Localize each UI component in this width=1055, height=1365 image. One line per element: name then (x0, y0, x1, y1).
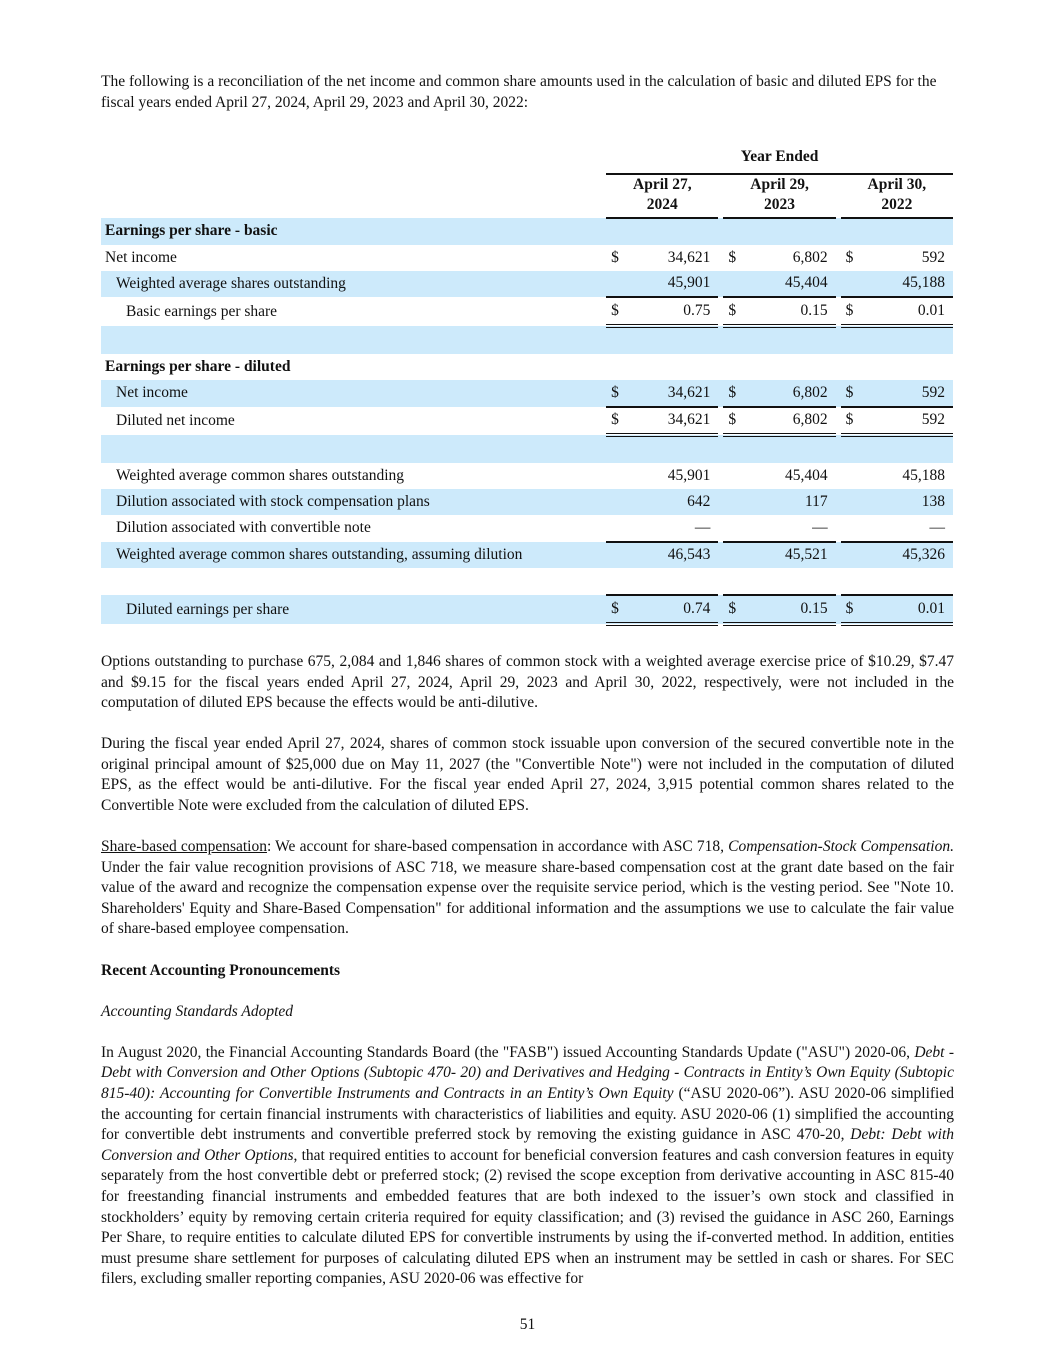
table-row: Dilution associated with convertible note — — — (101, 515, 953, 542)
notes-body (101, 652, 954, 1290)
row-label: Weighted average common shares outstanding, assuming dilution (101, 542, 606, 569)
convertible-note-paragraph: During the fiscal year ended April 27, 2024, shares of common stock issuable upon conversion of the secured convertible note in the original principal amount of $25,000 due on May 11, 2027 (the "Convertible Note") were not included in the computation of diluted EPS, as the effect would be anti-dilutive. For the fiscal year ended April 27, 2024, 3,915 potential common shares related to the Convertible Note were excluded from the calculation of diluted EPS. (101, 735, 954, 814)
section-diluted-title-row (101, 354, 953, 380)
spacer-row (101, 435, 953, 463)
table-row: Basic earnings per share $ 0.75 $ 0.15 $ 0.01 (101, 297, 953, 326)
row-label: Weighted average shares outstanding (101, 271, 606, 298)
section-heading: Recent Accounting Pronouncements (101, 961, 341, 979)
section-subheading: Accounting Standards Adopted (101, 1002, 294, 1020)
page-number: 51 (519, 1316, 536, 1333)
row-label: Diluted net income (116, 411, 235, 429)
table-row: Dilution associated with stock compensation plans 642 117 138 (101, 489, 953, 515)
share-based-compensation-paragraph: Share-based compensation: We account for share-based compensation in accordance with ASC 718, Compensation-Stock Compensation. Under the fair value recognition provisions of ASC 718, we measure share-based compensation cost at the grant date based on the fair value of the award and recognize the compensation expense over the requisite service period, which is the vesting period. See "Note 10. Shareholders' Equity and Share-Based Compensation" for additional information and the assumptions we use to calculate the fair value of share-based employee compensation. (101, 838, 954, 938)
column-header-2023: April 29, 2023 (723, 174, 835, 218)
column-header-2024: April 27, 2024 (606, 174, 718, 218)
eps-reconciliation-table (101, 144, 953, 626)
table-row: Diluted earnings per share $ 0.74 $ 0.15 $ 0.01 (101, 595, 953, 624)
table-row: Weighted average common shares outstanding, assuming dilution 46,543 45,521 45,326 (101, 542, 953, 569)
section-basic-title-row (101, 218, 953, 245)
intro-paragraph: The following is a reconciliation of the net income and common share amounts used in the calculation of basic and diluted EPS for the fiscal years ended April 27, 2024, April 29, 2023 and April 30, 2022: (101, 73, 937, 111)
row-label: Net income (101, 380, 606, 407)
row-label: Dilution associated with convertible note (116, 519, 371, 537)
row-label: Basic earnings per share (126, 302, 278, 320)
header-dates-row (101, 174, 953, 218)
header-year-ended: Year Ended (606, 144, 953, 174)
row-label: Diluted earnings per share (101, 595, 606, 624)
section-title: Earnings per share - diluted (105, 357, 291, 375)
table-row: Net income $ 34,621 $ 6,802 $ 592 (101, 380, 953, 407)
share-based-compensation-term: Share-based compensation (101, 838, 267, 856)
spacer-row (101, 568, 953, 595)
document-page (101, 72, 954, 1310)
row-label: Net income (105, 248, 177, 266)
header-year-ended-row (101, 144, 953, 174)
table-row: Diluted net income $ 34,621 $ 6,802 $ 592 (101, 407, 953, 436)
options-paragraph: Options outstanding to purchase 675, 2,084 and 1,846 shares of common stock with a weighted average exercise price of $10.29, $7.47 and $9.15 for the fiscal years ended April 27, 2024, April 29, 2023 and April 30, 2022, respectively, were not included in the computation of diluted EPS because the effects would be anti-dilutive. (101, 652, 954, 712)
row-label: Dilution associated with stock compensation plans (101, 489, 606, 515)
table-row: Weighted average shares outstanding 45,901 45,404 45,188 (101, 271, 953, 298)
column-header-2022: April 30, 2022 (841, 174, 953, 218)
table-row: Weighted average common shares outstanding 45,901 45,404 45,188 (101, 463, 953, 489)
asu-paragraph: In August 2020, the Financial Accounting Standards Board (the "FASB") issued Accounting Standards Update ("ASU") 2020-06, Debt - Debt with Conversion and Other Options (Subtopic 470- 20) and Derivatives and Hedging - Contracts in Entity’s Own Equity (Subtopic 815-40): Accounting for Convertible Instruments and Contracts in an Entity’s Own Equity (“ASU 2020-06”). ASU 2020-06 simplified the accounting for certain financial instruments with characteristics of liabilities and equity. ASU 2020-06 (1) simplified the accounting for convertible debt instruments and convertible preferred stock by removing the existing guidance in ASC 470-20, Debt: Debt with Conversion and Other Options, that required entities to account for beneficial conversion features and cash conversion features in equity separately from the host convertible debt or preferred stock; (2) revised the scope exception from derivative accounting in ASC 815-40 for freestanding financial instruments and embedded features that are both indexed to the issuer’s own stock and classified in stockholders’ equity by removing certain criteria required for equity classification; and (3) revised the guidance in ASC 260, Earnings Per Share, to require entities to calculate diluted EPS for convertible instruments by using the if-converted method. In addition, entities must presume share settlement for purposes of calculating diluted EPS when an instrument may be settled in cash or shares. For SEC filers, excluding smaller reporting companies, ASU 2020-06 was effective for (101, 1043, 955, 1288)
table-row: Net income $ 34,621 $ 6,802 $ 592 (101, 245, 953, 271)
section-title: Earnings per share - basic (101, 218, 606, 245)
spacer-row (101, 326, 953, 354)
row-label: Weighted average common shares outstanding (116, 467, 404, 485)
